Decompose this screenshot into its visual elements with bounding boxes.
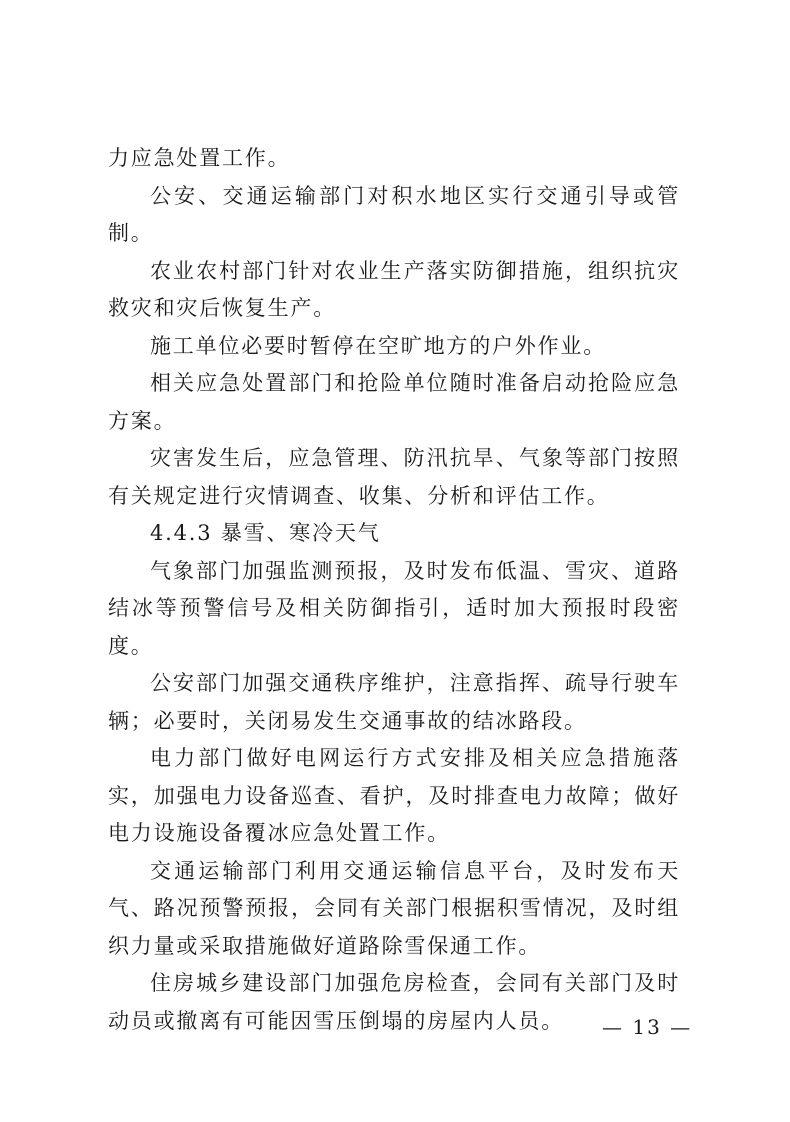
page-number: — 13 —	[602, 1015, 693, 1039]
paragraph: 农业农村部门针对农业生产落实防御措施，组织抗灾救灾和灾后恢复生产。	[108, 258, 680, 320]
paragraph: 住房城乡建设部门加强危房检查，会同有关部门及时动员或撤离有可能因雪压倒塌的房屋内人员。	[108, 971, 680, 1033]
paragraph: 公安部门加强交通秩序维护，注意指挥、疏导行驶车辆；必要时，关闭易发生交通事故的结冰路段。	[108, 671, 680, 733]
paragraph: 施工单位必要时暂停在空旷地方的户外作业。	[150, 333, 606, 358]
paragraph: 交通运输部门利用交通运输信息平台，及时发布天气、路况预警预报，会同有关部门根据积雪情况，及时组织力量或采取措施做好道路除雪保通工作。	[108, 858, 680, 958]
paragraph: 灾害发生后，应急管理、防汛抗旱、气象等部门按照有关规定进行灾情调查、收集、分析和评估工作。	[108, 446, 680, 508]
paragraph: 公安、交通运输部门对积水地区实行交通引导或管制。	[108, 183, 680, 245]
paragraph: 相关应急处置部门和抢险单位随时准备启动抢险应急方案。	[108, 371, 680, 433]
paragraph: 力应急处置工作。	[108, 146, 291, 170]
section-heading: 4.4.3 暴雪、寒冷天气	[150, 521, 381, 545]
paragraph: 电力部门做好电网运行方式安排及相关应急措施落实，加强电力设备巡查、看护，及时排查电力故障；做好电力设施设备覆冰应急处置工作。	[108, 746, 680, 845]
body-text	[108, 140, 680, 1040]
paragraph: 气象部门加强监测预报，及时发布低温、雪灾、道路结冰等预警信号及相关防御指引，适时加大预报时段密度。	[108, 558, 680, 658]
